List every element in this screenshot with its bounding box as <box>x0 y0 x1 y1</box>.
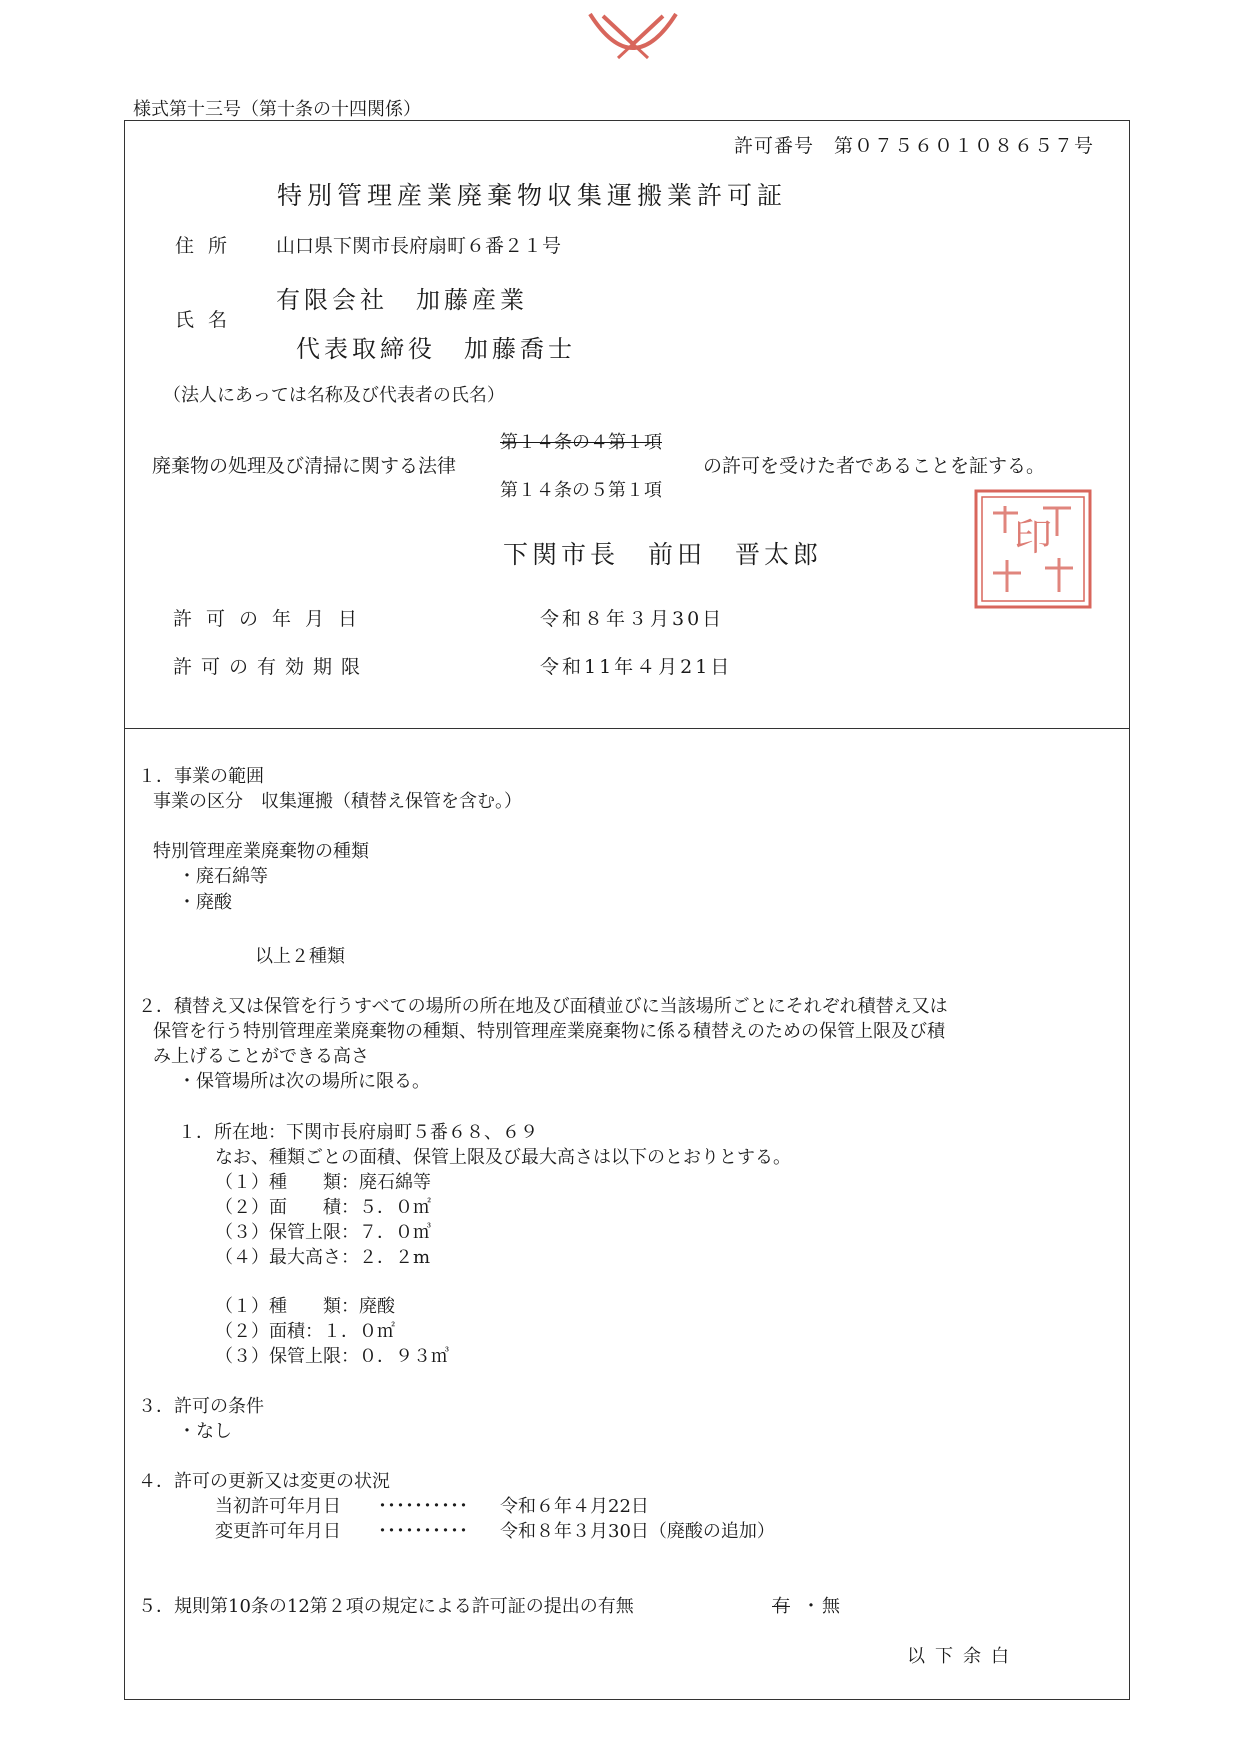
seal-character: 印 <box>1013 515 1053 559</box>
address-label: 住所 <box>175 235 242 257</box>
law-article-current: 第１４条の５第１項 <box>500 480 662 501</box>
waste-types-heading: 特別管理産業廃棄物の種類 <box>153 841 369 862</box>
top-hanko-stamp <box>588 12 678 64</box>
storage-spec-row: （４）最大高さ：２．２m <box>215 1247 431 1268</box>
history-dots: ･･････････ <box>378 1521 468 1542</box>
history-value: 令和８年３月30日（廃酸の追加） <box>500 1521 775 1542</box>
certificate-frame <box>124 120 1130 1700</box>
storage-note: ・保管場所は次の場所に限る。 <box>178 1071 430 1092</box>
waste-item: ・廃酸 <box>178 892 232 913</box>
option-yes-struck: 有 <box>772 1596 790 1617</box>
section1-heading: １．事業の範囲 <box>138 766 264 787</box>
section4-heading: ４．許可の更新又は変更の状況 <box>138 1471 390 1492</box>
section2-heading-line3: み上げることができる高さ <box>153 1046 369 1067</box>
history-dots: ･･････････ <box>378 1496 468 1517</box>
company-name: 有限会社 加藤産業 <box>276 286 528 314</box>
section2-heading-line2: 保管を行う特別管理産業廃棄物の種類、特別管理産業廃棄物に係る積替えのための保管上限及び積 <box>153 1021 945 1042</box>
condition-item: ・なし <box>178 1421 232 1442</box>
certificate-divider <box>124 728 1130 729</box>
address-value: 山口県下関市長府扇町６番２１号 <box>276 235 562 257</box>
document-title: 特別管理産業廃棄物収集運搬業許可証 <box>277 181 788 210</box>
expiry-date-value: 令和11年４月21日 <box>540 656 733 678</box>
storage-spec-row: （２）面積：１．０㎡ <box>215 1321 395 1342</box>
certify-statement: の許可を受けた者であることを証する。 <box>703 455 1046 477</box>
law-name: 廃棄物の処理及び清掃に関する法律 <box>152 455 457 477</box>
mayor-signature-line: 下関市長 前田 晋太郎 <box>503 540 823 569</box>
storage-location-note: なお、種類ごとの面積、保管上限及び最大高さは以下のとおりとする。 <box>215 1147 791 1168</box>
storage-spec-row: （３）保管上限：７．０㎥ <box>215 1222 431 1243</box>
section3-heading: ３．許可の条件 <box>138 1396 264 1417</box>
city-official-seal <box>973 488 1093 610</box>
storage-spec-row: （３）保管上限：０．９３㎥ <box>215 1346 449 1367</box>
end-of-document: 以下余白 <box>907 1646 1019 1667</box>
storage-spec-row: （１）種 類：廃酸 <box>215 1296 395 1317</box>
issue-date-label: 許可の年月日 <box>173 608 372 630</box>
name-label: 氏名 <box>175 309 242 331</box>
history-label: 変更許可年月日 <box>215 1521 341 1542</box>
storage-spec-row: （２）面 積：５．０㎡ <box>215 1197 431 1218</box>
representative-name: 代表取締役 加藤喬士 <box>296 335 576 363</box>
corporate-note: （法人にあっては名称及び代表者の氏名） <box>163 385 505 406</box>
business-type: 事業の区分 収集運搬（積替え保管を含む。） <box>153 791 522 812</box>
storage-spec-row: （１）種 類：廃石綿等 <box>215 1172 431 1193</box>
history-label: 当初許可年月日 <box>215 1496 341 1517</box>
expiry-date-label: 許可の有効期限 <box>173 656 370 678</box>
law-article-struck: 第１４条の４第１項 <box>500 432 662 453</box>
option-no: 無 <box>822 1596 840 1617</box>
form-number-label: 様式第十三号（第十条の十四関係） <box>133 99 421 120</box>
permit-number: 許可番号 第０７５６０１０８６５７号 <box>734 135 1095 157</box>
storage-location: １．所在地：下関市長府扇町５番６８、６９ <box>178 1122 538 1143</box>
waste-item: ・廃石綿等 <box>178 866 268 887</box>
issue-date-value: 令和８年３月30日 <box>540 608 725 630</box>
history-value: 令和６年４月22日 <box>500 1496 649 1517</box>
section2-heading-line1: ２．積替え又は保管を行うすべての場所の所在地及び面積並びに当該場所ごとにそれぞれ積替え又は <box>138 996 948 1017</box>
section5-text: ５．規則第10条の12第２項の規定による許可証の提出の有無 <box>138 1596 634 1617</box>
waste-total: 以上２種類 <box>255 946 345 967</box>
option-separator: ・ <box>802 1596 820 1617</box>
